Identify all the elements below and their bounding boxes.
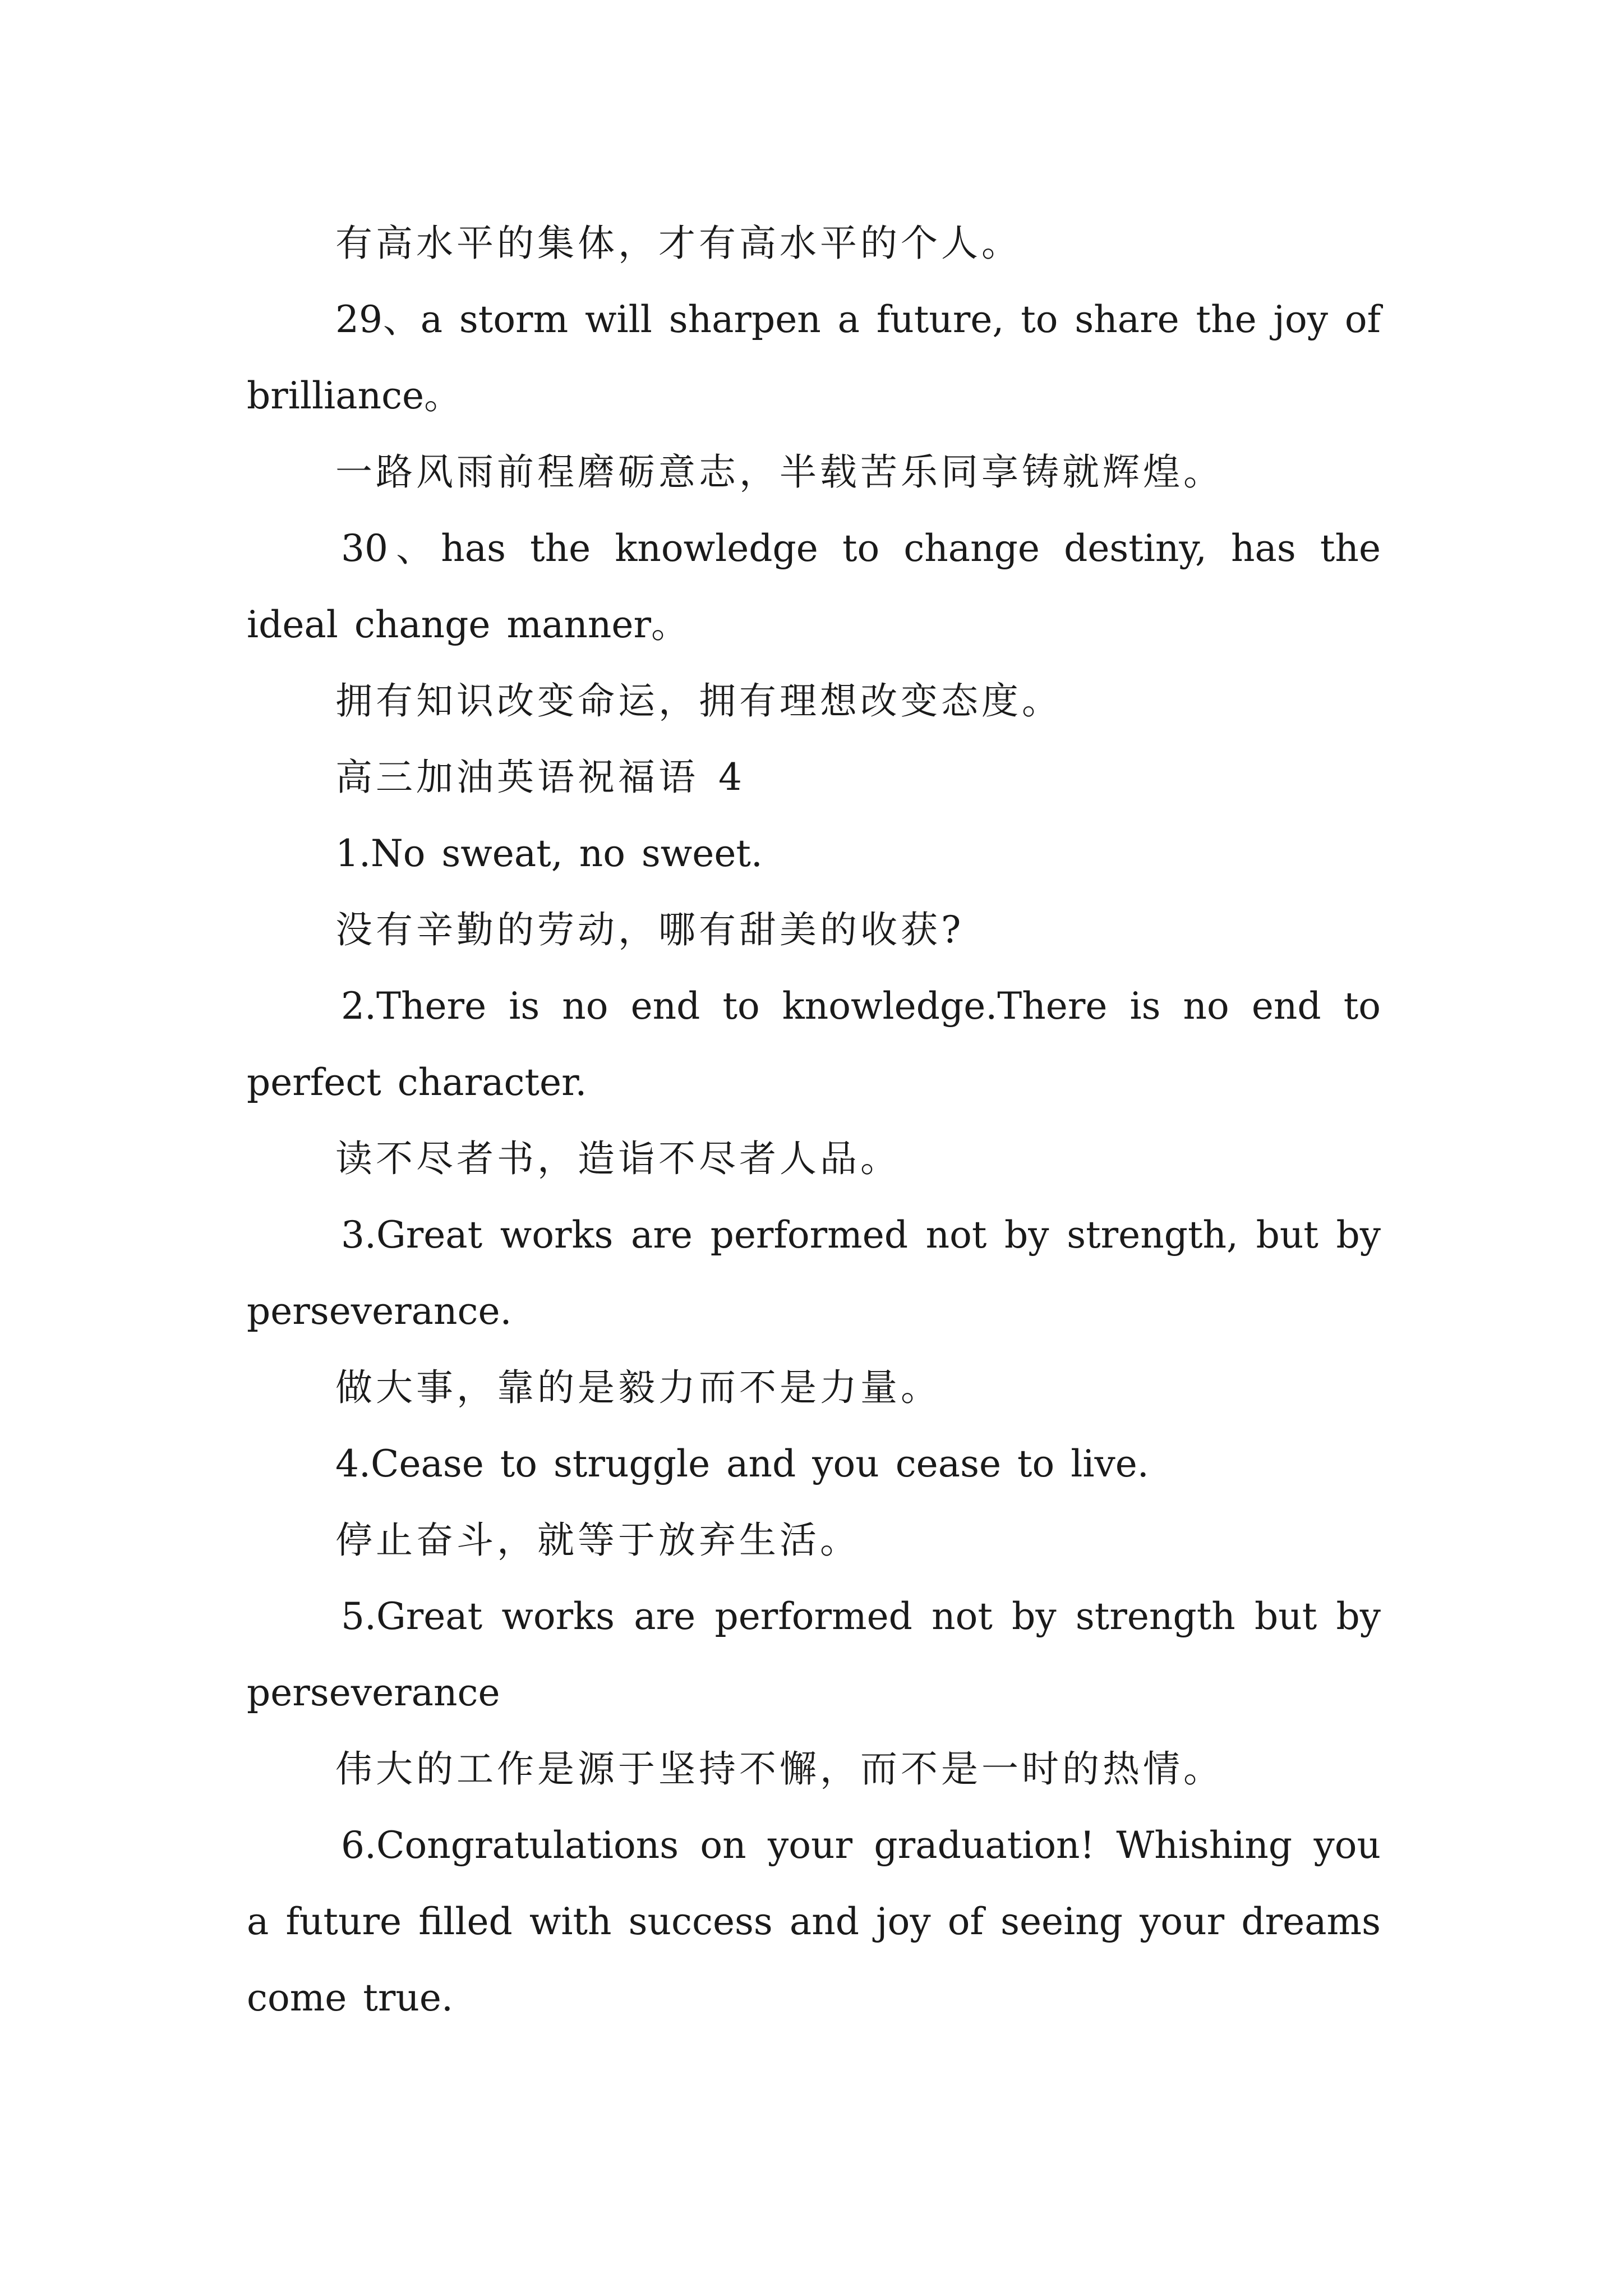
section-heading: 高三加油英语祝福语 4 [335, 756, 745, 799]
document-body [247, 205, 1381, 2036]
paragraph-en-3: 3.Great works are performed not by strength, but by perseverance. [247, 1213, 1381, 1333]
paragraph-en-6: 6.Congratulations on your graduation! Whishing you a future filled with success and joy of seeing your dreams come true. [247, 1824, 1381, 2019]
paragraph-zh-1: 没有辛勤的劳动，哪有甜美的收获? [335, 908, 965, 951]
paragraph-en-30: 30、has the knowledge to change destiny, has the ideal change manner。 [247, 527, 1381, 646]
paragraph-zh-4: 停止奋斗，就等于放弃生活。 [335, 1519, 860, 1562]
paragraph-en-5: 5.Great works are performed not by strength but by perseverance [247, 1595, 1381, 1714]
paragraph-en-2: 2.There is no end to knowledge.There is no end to perfect character. [247, 984, 1381, 1104]
paragraph-zh-collective: 有高水平的集体，才有高水平的个人。 [335, 222, 1022, 265]
paragraph-zh-3: 做大事，靠的是毅力而不是力量。 [335, 1366, 941, 1409]
paragraph-zh-5: 伟大的工作是源于坚持不懈，而不是一时的热情。 [335, 1747, 1224, 1791]
paragraph-en-29: 29、a storm will sharpen a future, to share the joy of brilliance。 [247, 298, 1381, 417]
paragraph-zh-knowledge: 拥有知识改变命运，拥有理想改变态度。 [335, 679, 1062, 723]
paragraph-zh-2: 读不尽者书，造诣不尽者人品。 [335, 1137, 901, 1180]
paragraph-zh-storm: 一路风雨前程磨砺意志，半载苦乐同享铸就辉煌。 [335, 450, 1224, 494]
paragraph-en-4: 4.Cease to struggle and you cease to live. [335, 1442, 1149, 1485]
paragraph-en-1: 1.No sweat, no sweet. [335, 832, 763, 875]
